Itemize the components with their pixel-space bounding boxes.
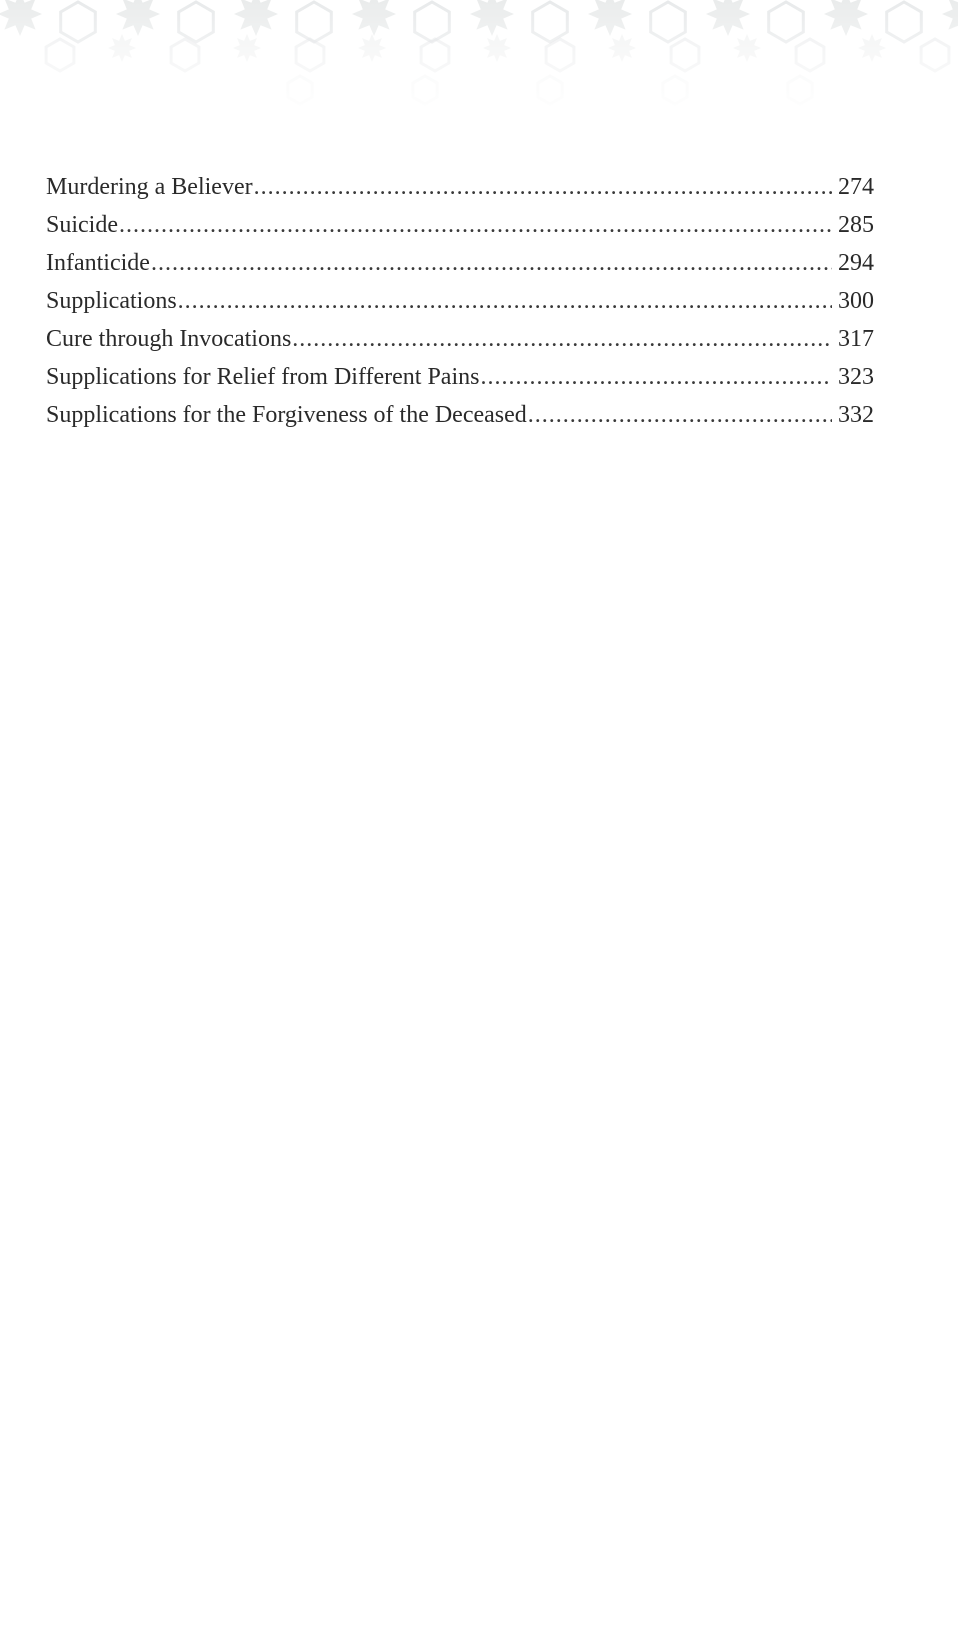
toc-entry-page: 317 (838, 326, 874, 352)
toc-entry[interactable] (46, 206, 874, 244)
toc-entry-title: Infanticide (46, 250, 150, 276)
toc-entry[interactable] (46, 396, 874, 434)
dot-leader (178, 282, 832, 320)
toc-entry-page: 300 (838, 288, 874, 314)
table-of-contents (46, 168, 874, 434)
toc-entry[interactable] (46, 282, 874, 320)
toc-entry-title: Cure through Invocations (46, 326, 292, 352)
toc-entry[interactable] (46, 168, 874, 206)
toc-entry-title: Supplications (46, 288, 177, 314)
toc-entry-page: 294 (838, 250, 874, 276)
toc-entry[interactable] (46, 358, 874, 396)
toc-entry-title: Suicide (46, 212, 118, 238)
header-ornament (0, 0, 958, 125)
geometric-pattern-icon (0, 0, 958, 125)
toc-entry[interactable] (46, 244, 874, 282)
dot-leader (151, 244, 832, 282)
toc-entry-page: 332 (838, 402, 874, 428)
toc-entry-page: 274 (838, 174, 874, 200)
dot-leader (528, 396, 832, 434)
dot-leader (119, 206, 832, 244)
dot-leader (254, 168, 832, 206)
toc-entry-title: Supplications for Relief from Different Pains (46, 364, 480, 390)
toc-entry-page: 323 (838, 364, 874, 390)
dot-leader (480, 358, 832, 396)
toc-entry-title: Murdering a Believer (46, 174, 253, 200)
toc-entry-title: Supplications for the Forgiveness of the Deceased (46, 402, 527, 428)
toc-entry-page: 285 (838, 212, 874, 238)
dot-leader (292, 320, 832, 358)
toc-entry[interactable] (46, 320, 874, 358)
